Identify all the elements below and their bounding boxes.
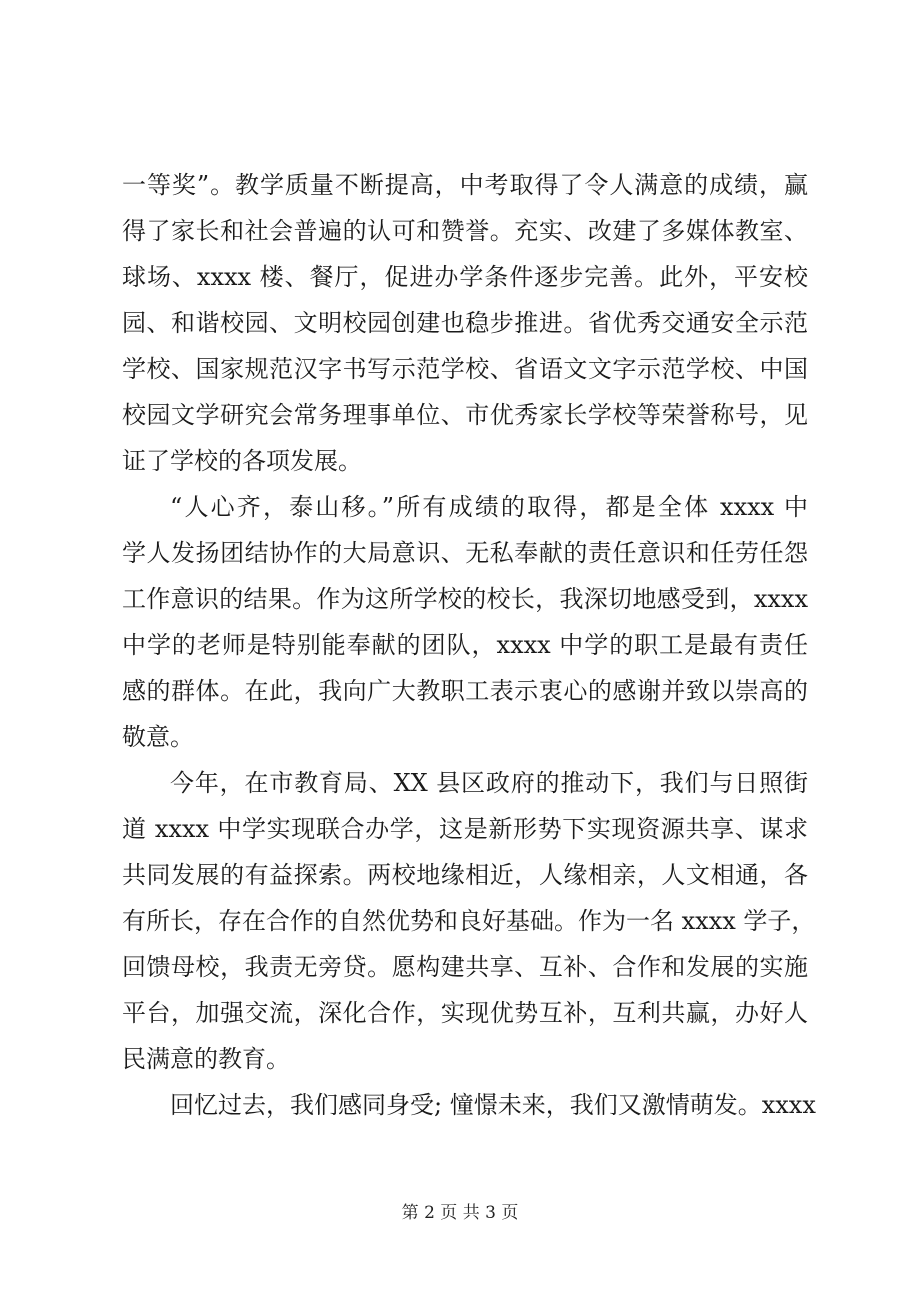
text-line: 学人发扬团结协作的大局意识、无私奉献的责任意识和任劳任怨 bbox=[122, 539, 808, 567]
text-line: 共同发展的有益探索。两校地缘相近，人缘相亲，人文相通，各 bbox=[122, 861, 808, 889]
body-text bbox=[122, 168, 816, 1134]
text-line: 工作意识的结果。作为这所学校的校长，我深切地感受到，xxxx bbox=[122, 585, 808, 613]
text-line: 有所长，存在合作的自然优势和良好基础。作为一名 xxxx 学子， bbox=[122, 907, 816, 935]
text-line: 证了学校的各项发展。 bbox=[122, 447, 362, 475]
text-line: 得了家长和社会普遍的认可和赞誉。充实、改建了多媒体教室、 bbox=[122, 217, 808, 245]
text-line: 一等奖”。教学质量不断提高，中考取得了令人满意的成绩，赢 bbox=[122, 171, 808, 199]
text-line: 中学的老师是特别能奉献的团队，xxxx 中学的职工是最有责任 bbox=[122, 631, 808, 659]
text-line: 敬意。 bbox=[122, 723, 194, 751]
text-line: 学校、国家规范汉字书写示范学校、省语文文字示范学校、中国 bbox=[122, 355, 808, 383]
text-line: 民满意的教育。 bbox=[122, 1045, 290, 1073]
text-line: 球场、xxxx 楼、餐厅，促进办学条件逐步完善。此外，平安校 bbox=[122, 263, 808, 291]
text-line: 今年，在市教育局、XX 县区政府的推动下，我们与日照街 bbox=[170, 769, 808, 797]
text-line: 回忆过去，我们感同身受; 憧憬未来，我们又激情萌发。xxxx bbox=[170, 1091, 816, 1119]
text-line: 道 xxxx 中学实现联合办学，这是新形势下实现资源共享、谋求 bbox=[122, 815, 808, 843]
text-line: 园、和谐校园、文明校园创建也稳步推进。省优秀交通安全示范 bbox=[122, 309, 808, 337]
page-number-footer: 第 2 页 共 3 页 bbox=[401, 1203, 519, 1223]
text-line: 回馈母校，我责无旁贷。愿构建共享、互补、合作和发展的实施 bbox=[122, 953, 808, 981]
text-line: 平台，加强交流，深化合作，实现优势互补，互利共赢，办好人 bbox=[122, 999, 808, 1027]
text-line: 校园文学研究会常务理事单位、市优秀家长学校等荣誉称号，见 bbox=[122, 401, 808, 429]
text-line: “人心齐，泰山移。”所有成绩的取得，都是全体 xxxx 中 bbox=[170, 493, 808, 521]
text-line: 感的群体。在此，我向广大教职工表示衷心的感谢并致以崇高的 bbox=[122, 677, 808, 705]
